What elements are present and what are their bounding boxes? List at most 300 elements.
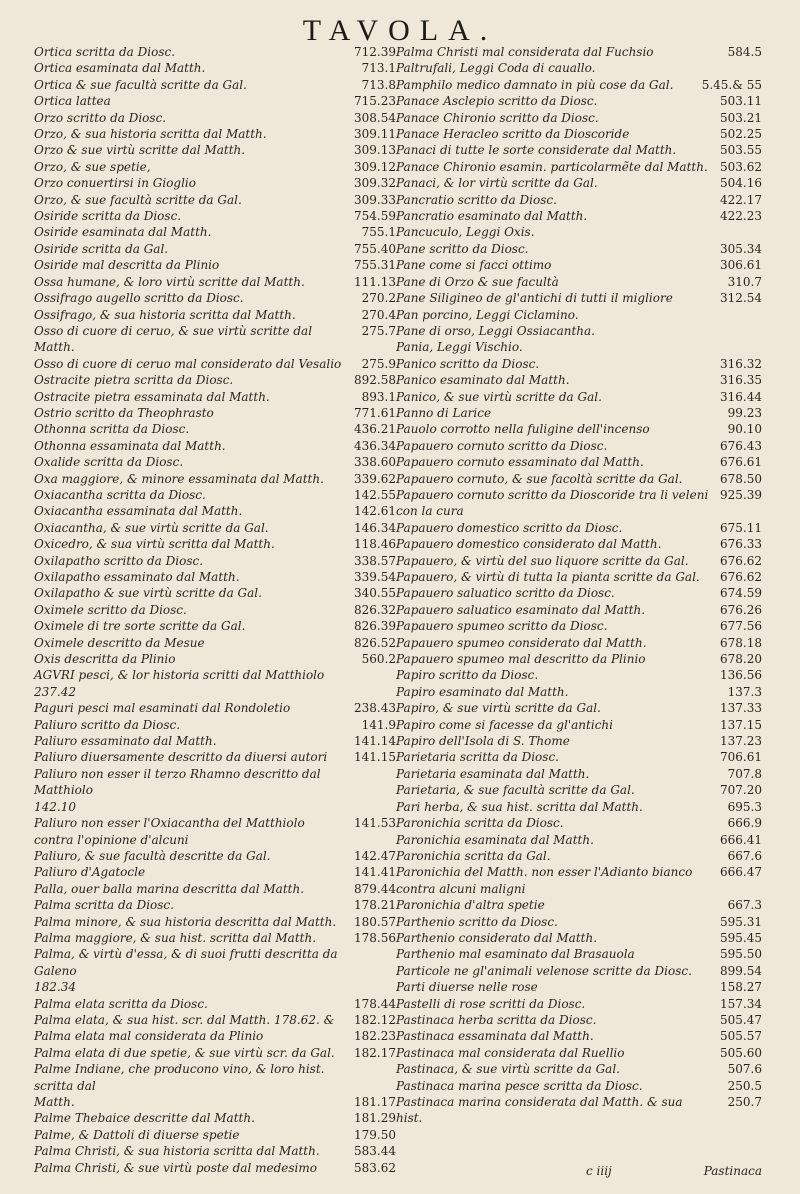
entry-text: Pane Siligineo de gl'antichi di tutti il migliore	[396, 291, 673, 306]
entry-text: Pastinaca mal considerata dal Ruellio	[396, 1045, 625, 1060]
entry-page-ref: 674.59	[720, 586, 762, 601]
entry-text: Orzo, & sue facultà scritte da Gal.	[34, 192, 242, 207]
entry-text: Pastinaca essaminata dal Matth.	[396, 1029, 594, 1044]
entry-text: Panace Chironio scritto da Diosc.	[396, 110, 599, 125]
index-entry	[34, 651, 396, 667]
index-entry	[396, 323, 762, 339]
entry-page-ref: 712.39	[354, 45, 396, 59]
entry-text: Pari herba, & sua hist. scritta dal Matth.	[396, 799, 643, 814]
index-entry	[34, 290, 396, 306]
catchword: Pastinaca	[703, 1164, 762, 1178]
index-entry	[396, 142, 762, 158]
index-entry	[34, 881, 396, 897]
entry-page-ref: 707.20	[720, 783, 762, 798]
entry-text: Paguri pesci mal esaminati dal Rondoletio	[34, 701, 291, 716]
index-entry	[34, 1061, 396, 1094]
index-entry	[34, 323, 396, 356]
index-entry	[396, 667, 762, 683]
entry-text: Ortica & sue facultà scritte da Gal.	[34, 77, 247, 92]
entry-page-ref: 250.5	[727, 1078, 762, 1093]
entry-text: Oxis descritta da Plinio	[34, 652, 176, 667]
entry-text: Ostracite pietra scritta da Diosc.	[34, 373, 234, 388]
entry-page-ref: 560.2	[361, 652, 396, 667]
entry-page-ref: 666.47	[720, 865, 762, 880]
index-entry	[396, 536, 762, 552]
index-entry	[34, 1012, 396, 1028]
index-entry	[34, 126, 396, 142]
entry-text: Parietaria, & sue facultà scritte da Gal.	[396, 783, 635, 798]
entry-page-ref: 879.44	[354, 881, 396, 896]
entry-page-ref: 270.4	[361, 307, 396, 322]
entry-text: Papiro scritto da Diosc.	[396, 668, 539, 683]
index-entry	[396, 766, 762, 782]
index-entry	[34, 684, 396, 700]
index-entry	[34, 717, 396, 733]
entry-page-ref: 675.11	[720, 520, 762, 535]
entry-text: Paronichia scritta da Gal.	[396, 848, 551, 863]
index-entry	[34, 274, 396, 290]
entry-text: 237.42	[34, 684, 76, 699]
entry-text: Pastinaca marina considerata dal Matth. & sua hist.	[396, 1095, 683, 1126]
entry-page-ref: 339.62	[354, 471, 396, 486]
index-entry	[396, 700, 762, 716]
entry-text: Papiro esaminato dal Matth.	[396, 684, 569, 699]
index-entry	[396, 848, 762, 864]
entry-text: Papauero, & virtù del suo liquore scritte da Gal.	[396, 553, 689, 568]
index-entry	[34, 766, 396, 799]
index-entry	[34, 405, 396, 421]
entry-page-ref: 893.1	[361, 389, 396, 404]
entry-page-ref: 137.15	[720, 717, 762, 732]
index-entry	[396, 421, 762, 437]
entry-text: Palma scritta da Diosc.	[34, 898, 174, 913]
entry-page-ref: 771.61	[354, 405, 396, 420]
entry-page-ref: 678.20	[720, 652, 762, 667]
entry-text: Papiro, & sue virtù scritte da Gal.	[396, 701, 601, 716]
index-entry	[396, 175, 762, 191]
entry-text: Pastinaca herba scritta da Diosc.	[396, 1012, 597, 1027]
index-entry	[34, 372, 396, 388]
index-entry	[396, 208, 762, 224]
index-entry	[34, 241, 396, 257]
entry-page-ref: 676.26	[720, 602, 762, 617]
index-entry	[396, 454, 762, 470]
entry-text: Osso di cuore di ceruo, & sue virtù scritte dal Matth.	[34, 323, 313, 355]
index-entry	[396, 1045, 762, 1061]
entry-page-ref: 146.34	[354, 520, 396, 535]
entry-text: Paliuro scritto da Diosc.	[34, 717, 181, 732]
entry-page-ref: 137.3	[727, 684, 762, 699]
entry-text: Parti diuerse nelle rose	[396, 980, 538, 995]
entry-text: Papauero cornuto scritto da Dioscoride tra li veleni con la cura	[396, 487, 709, 519]
entry-page-ref: 238.43	[354, 701, 396, 716]
entry-text: Papauero domestico scritto da Diosc.	[396, 520, 623, 535]
entry-page-ref: 676.62	[720, 570, 762, 584]
index-entry	[34, 60, 396, 76]
index-entry	[396, 159, 762, 175]
index-entry	[34, 454, 396, 470]
index-entry	[396, 996, 762, 1012]
index-entry	[396, 290, 762, 306]
entry-text: Palme Thebaice descritte dal Matth.	[34, 1111, 255, 1126]
entry-text: Papauero spumeo considerato dal Matth.	[396, 635, 647, 650]
index-entry	[34, 536, 396, 552]
entry-text: Panico scritto da Diosc.	[396, 356, 540, 371]
index-entry	[34, 667, 396, 683]
entry-text: Paliuro non esser il terzo Rhamno descritto dal Matthiolo	[34, 766, 321, 798]
entry-text: Palma minore, & sua historia descritta dal Matth.	[34, 914, 337, 929]
entry-page-ref: 141.14	[354, 734, 396, 749]
entry-page-ref: 309.11	[354, 127, 396, 142]
index-entry	[34, 307, 396, 323]
entry-page-ref: 422.23	[720, 209, 762, 224]
entry-text: Panace Chironio esamin. particolarmẽte dal Matth.	[396, 159, 708, 174]
index-entry	[34, 471, 396, 487]
entry-page-ref: 136.56	[720, 668, 762, 683]
entry-text: Orzo scritto da Diosc.	[34, 110, 167, 125]
entry-text: Orzo conuertirsi in Gioglio	[34, 176, 196, 191]
entry-page-ref: 316.44	[720, 389, 762, 404]
index-entry	[34, 914, 396, 930]
entry-text: Palma elata di due spetie, & sue virtù scr. da Gal.	[34, 1045, 335, 1060]
index-entry	[34, 635, 396, 651]
entry-text: Paliuro diuersamente descritto da diuersi autori	[34, 750, 328, 765]
entry-page-ref: 182.17	[354, 1045, 396, 1060]
entry-page-ref: 695.3	[727, 799, 762, 814]
index-entry	[34, 996, 396, 1012]
entry-page-ref: 507.6	[727, 1062, 762, 1077]
entry-page-ref: 755.31	[354, 258, 396, 273]
entry-page-ref: 178.21	[354, 898, 396, 913]
entry-text: Orzo, & sua historia scritta dal Matth.	[34, 127, 267, 142]
entry-page-ref: 305.34	[720, 241, 762, 256]
index-entry	[34, 1127, 396, 1143]
index-entry	[34, 897, 396, 913]
entry-text: Paliuro, & sue facultà descritte da Gal.	[34, 848, 271, 863]
entry-page-ref: 141.53	[354, 816, 396, 831]
index-entry	[34, 1045, 396, 1061]
signature-mark: c iiij	[586, 1164, 612, 1178]
entry-page-ref: 339.54	[354, 570, 396, 584]
entry-page-ref: 892.58	[354, 373, 396, 388]
page-footer	[396, 1164, 762, 1178]
entry-text: Osiride scritta da Gal.	[34, 241, 169, 256]
index-entry	[34, 733, 396, 749]
entry-page-ref: 676.43	[720, 438, 762, 453]
entry-page-ref: 422.17	[720, 192, 762, 207]
entry-text: Pamphilo medico damnato in più cose da Gal.	[396, 77, 674, 92]
entry-page-ref: 181.29	[354, 1111, 396, 1126]
entry-page-ref: 90.10	[727, 422, 762, 437]
index-column-left	[34, 44, 396, 1176]
entry-page-ref: 141.9	[361, 717, 396, 732]
index-entry	[396, 110, 762, 126]
entry-text: Osso di cuore di ceruo mal considerato dal Vesalio	[34, 356, 342, 371]
entry-text: Palma Christi, & sue virtù poste dal medesimo	[34, 1160, 317, 1175]
entry-page-ref: 310.7	[727, 274, 762, 289]
entry-text: Particole ne gl'animali velenose scritte da Diosc.	[396, 963, 692, 978]
entry-text: Oxicedro, & sua virtù scritta dal Matth.	[34, 537, 275, 552]
entry-text: Pania, Leggi Vischio.	[396, 340, 523, 355]
entry-page-ref: 595.50	[720, 947, 762, 962]
index-entry	[34, 585, 396, 601]
entry-text: Parietaria scritta da Diosc.	[396, 750, 559, 765]
entry-text: Orzo, & sue spetie,	[34, 159, 151, 174]
index-entry	[396, 684, 762, 700]
entry-page-ref: 312.54	[720, 291, 762, 306]
entry-page-ref: 436.21	[354, 422, 396, 437]
entry-page-ref: 178.56	[354, 930, 396, 945]
entry-text: Orzo & sue virtù scritte dal Matth.	[34, 143, 246, 158]
index-column-right	[396, 44, 762, 1127]
entry-text: Oxiacantha essaminata dal Matth.	[34, 504, 243, 519]
entry-text: Othonna essaminata dal Matth.	[34, 438, 226, 453]
entry-page-ref: 141.15	[354, 750, 396, 765]
index-entry	[34, 520, 396, 536]
entry-text: Ossa humane, & loro virtù scritte dal Matth.	[34, 274, 305, 289]
index-entry	[396, 60, 762, 76]
entry-page-ref: 137.33	[720, 701, 762, 716]
entry-page-ref: 179.50	[354, 1127, 396, 1142]
entry-text: Pan porcino, Leggi Ciclamino.	[396, 307, 579, 322]
entry-page-ref: 595.31	[720, 914, 762, 929]
entry-text: Paronichia esaminata dal Matth.	[396, 832, 594, 847]
index-entry	[34, 110, 396, 126]
entry-text: Ossifrago, & sua historia scritta dal Matth.	[34, 307, 296, 322]
entry-text: Parthenio mal esaminato dal Brasauola	[396, 947, 635, 962]
entry-page-ref: 338.60	[354, 455, 396, 470]
index-entry	[396, 717, 762, 733]
entry-page-ref: 713.1	[361, 61, 396, 76]
entry-page-ref: 755.1	[361, 225, 396, 240]
entry-text: Oxa maggiore, & minore essaminata dal Matth.	[34, 471, 324, 486]
entry-text: Paliuro essaminato dal Matth.	[34, 734, 217, 749]
index-entry	[396, 930, 762, 946]
entry-text: Palma Christi mal considerata dal Fuchsio	[396, 45, 654, 59]
entry-text: 142.10	[34, 799, 76, 814]
entry-text: Oximele descritto da Mesue	[34, 635, 205, 650]
entry-text: Paronichia d'altra spetie	[396, 898, 545, 913]
entry-page-ref: 275.9	[361, 356, 396, 371]
entry-text: Papiro come si facesse da gl'antichi	[396, 717, 613, 732]
index-entry	[396, 864, 762, 897]
index-entry	[396, 963, 762, 979]
entry-page-ref: 309.13	[354, 143, 396, 158]
entry-page-ref: 505.57	[720, 1029, 762, 1044]
index-entry	[396, 749, 762, 765]
entry-page-ref: 137.23	[720, 734, 762, 749]
entry-page-ref: 676.33	[720, 537, 762, 552]
entry-page-ref: 504.16	[720, 176, 762, 191]
index-entry	[396, 372, 762, 388]
entry-text: Panace Asclepio scritto da Diosc.	[396, 94, 598, 109]
entry-page-ref: 667.3	[727, 898, 762, 913]
index-entry	[34, 815, 396, 848]
entry-page-ref: 178.44	[354, 996, 396, 1011]
entry-text: Oxiacantha scritta da Diosc.	[34, 487, 206, 502]
index-entry	[396, 356, 762, 372]
entry-text: Panno di Larice	[396, 405, 492, 420]
entry-text: Oximele di tre sorte scritte da Gal.	[34, 619, 246, 634]
index-entry	[34, 946, 396, 979]
entry-text: Papiro dell'Isola di S. Thome	[396, 734, 570, 749]
entry-page-ref: 157.34	[720, 996, 762, 1011]
entry-text: Parietaria esaminata dal Matth.	[396, 766, 590, 781]
entry-text: Pauolo corrotto nella fuligine dell'incenso	[396, 422, 650, 437]
index-entry	[34, 175, 396, 191]
entry-text: Oxilapatho scritto da Diosc.	[34, 553, 204, 568]
entry-text: Palme, & Dattoli di diuerse spetie	[34, 1127, 240, 1142]
index-entry	[34, 192, 396, 208]
entry-text: Papauero, & virtù di tutta la pianta scritte da Gal.	[396, 570, 700, 584]
page-title: TAVOLA.	[302, 14, 498, 47]
entry-text: Ortica scritta da Diosc.	[34, 45, 176, 59]
entry-page-ref: 666.9	[727, 816, 762, 831]
index-entry	[396, 192, 762, 208]
entry-page-ref: 340.55	[354, 586, 396, 601]
entry-page-ref: 678.18	[720, 635, 762, 650]
index-entry	[396, 93, 762, 109]
index-entry	[34, 1028, 396, 1044]
index-entry	[396, 602, 762, 618]
entry-text: Paliuro d'Agatocle	[34, 865, 146, 880]
entry-page-ref: 676.62	[720, 553, 762, 568]
entry-page-ref: 309.12	[354, 159, 396, 174]
entry-page-ref: 755.40	[354, 241, 396, 256]
index-entry	[34, 864, 396, 880]
index-entry	[34, 93, 396, 109]
index-entry	[396, 914, 762, 930]
entry-text: Pancratio esaminato dal Matth.	[396, 209, 588, 224]
entry-page-ref: 925.39	[720, 487, 762, 502]
index-entry	[34, 1110, 396, 1126]
entry-text: Osiride mal descritta da Plinio	[34, 258, 220, 273]
entry-text: Ostrio scritto da Theophrasto	[34, 405, 214, 420]
entry-page-ref: 584.5	[727, 45, 762, 59]
entry-text: Pancratio scritto da Diosc.	[396, 192, 557, 207]
entry-text: Panaci di tutte le sorte considerate dal Matth.	[396, 143, 677, 158]
entry-page-ref: 316.35	[720, 373, 762, 388]
entry-page-ref: 826.52	[354, 635, 396, 650]
index-entry	[396, 799, 762, 815]
entry-text: Paltrufali, Leggi Coda di cauallo.	[396, 61, 596, 76]
entry-page-ref: 306.61	[720, 258, 762, 273]
index-entry	[396, 1094, 762, 1127]
entry-text: Pane di orso, Leggi Ossiacantha.	[396, 323, 595, 338]
index-entry	[396, 1061, 762, 1077]
entry-page-ref: 505.47	[720, 1012, 762, 1027]
index-entry	[396, 44, 762, 60]
index-entry	[396, 224, 762, 240]
index-entry	[34, 159, 396, 175]
entry-page-ref: 5.45.& 55	[701, 77, 762, 92]
index-entry	[396, 897, 762, 913]
entry-page-ref: 707.8	[727, 766, 762, 781]
index-entry	[34, 618, 396, 634]
entry-text: Papauero saluatico scritto da Diosc.	[396, 586, 615, 601]
index-entry	[396, 339, 762, 355]
entry-text: Palme Indiane, che producono vino, & loro hist. scritta dal	[34, 1062, 325, 1093]
entry-text: Palla, ouer balla marina descritta dal Matth.	[34, 881, 305, 896]
entry-page-ref: 316.32	[720, 356, 762, 371]
entry-page-ref: 826.39	[354, 619, 396, 634]
entry-page-ref: 899.54	[720, 963, 762, 978]
entry-text: Pancuculo, Leggi Oxis.	[396, 225, 535, 240]
entry-text: Panico esaminato dal Matth.	[396, 373, 570, 388]
index-entry	[34, 356, 396, 372]
entry-text: Papauero cornuto scritto da Diosc.	[396, 438, 608, 453]
index-entry	[396, 520, 762, 536]
entry-text: Palma maggiore, & sua hist. scritta dal Matth.	[34, 930, 317, 945]
index-entry	[34, 602, 396, 618]
entry-text: Oxilapatho essaminato dal Matth.	[34, 570, 240, 584]
entry-text: Ortica lattea	[34, 94, 111, 109]
entry-text: Oxilapatho & sue virtù scritte da Gal.	[34, 586, 262, 601]
entry-text: Pane scritto da Diosc.	[396, 241, 529, 256]
index-entry	[34, 142, 396, 158]
entry-page-ref: 275.7	[361, 323, 396, 338]
index-entry	[34, 799, 396, 815]
entry-text: AGVRI pesci, & lor historia scritti dal Matthiolo	[34, 668, 325, 683]
entry-text: Palma Christi, & sua historia scritta dal Matth.	[34, 1144, 320, 1159]
index-entry	[396, 832, 762, 848]
entry-page-ref: 503.55	[720, 143, 762, 158]
entry-page-ref: 583.44	[354, 1144, 396, 1159]
entry-text: Pastinaca, & sue virtù scritte da Gal.	[396, 1062, 620, 1077]
index-entry	[396, 405, 762, 421]
index-entry	[34, 208, 396, 224]
index-entry	[34, 1160, 396, 1176]
entry-text: 182.34	[34, 980, 76, 995]
entry-page-ref: 111.13	[354, 274, 396, 289]
index-entry	[396, 733, 762, 749]
entry-text: Matth.	[34, 1095, 75, 1109]
entry-text: Paronichia del Matth. non esser l'Adianto bianco contra alcuni maligni	[396, 865, 693, 896]
entry-page-ref: 505.60	[720, 1045, 762, 1060]
entry-page-ref: 706.61	[720, 750, 762, 765]
index-entry	[34, 1094, 396, 1110]
entry-text: Panace Heracleo scritto da Dioscoride	[396, 127, 630, 142]
entry-page-ref: 503.11	[720, 94, 762, 109]
entry-text: Oxiacantha, & sue virtù scritte da Gal.	[34, 520, 269, 535]
entry-page-ref: 676.61	[720, 455, 762, 470]
entry-text: Palma elata, & sua hist. scr. dal Matth. 178.62. &	[34, 1012, 335, 1027]
index-entry	[34, 700, 396, 716]
entry-text: Pastinaca marina pesce scritta da Diosc.	[396, 1078, 643, 1093]
entry-page-ref: 713.8	[361, 77, 396, 92]
entry-text: Oximele scritto da Diosc.	[34, 602, 187, 617]
entry-text: Parthenio scritto da Diosc.	[396, 914, 558, 929]
entry-text: Ossifrago augello scritto da Diosc.	[34, 291, 244, 306]
entry-page-ref: 182.23	[354, 1029, 396, 1044]
entry-text: Papauero saluatico esaminato dal Matth.	[396, 602, 646, 617]
index-entry	[34, 389, 396, 405]
entry-text: Osiride esaminata dal Matth.	[34, 225, 212, 240]
index-entry	[396, 389, 762, 405]
entry-page-ref: 667.6	[727, 848, 762, 863]
entry-page-ref: 338.57	[354, 553, 396, 568]
index-entry	[396, 1012, 762, 1028]
entry-page-ref: 503.21	[720, 110, 762, 125]
index-entry	[34, 44, 396, 60]
index-entry	[396, 487, 762, 520]
entry-page-ref: 308.54	[354, 110, 396, 125]
entry-page-ref: 826.32	[354, 602, 396, 617]
entry-page-ref: 678.50	[720, 471, 762, 486]
entry-page-ref: 677.56	[720, 619, 762, 634]
index-entry	[396, 979, 762, 995]
entry-page-ref: 503.62	[720, 159, 762, 174]
